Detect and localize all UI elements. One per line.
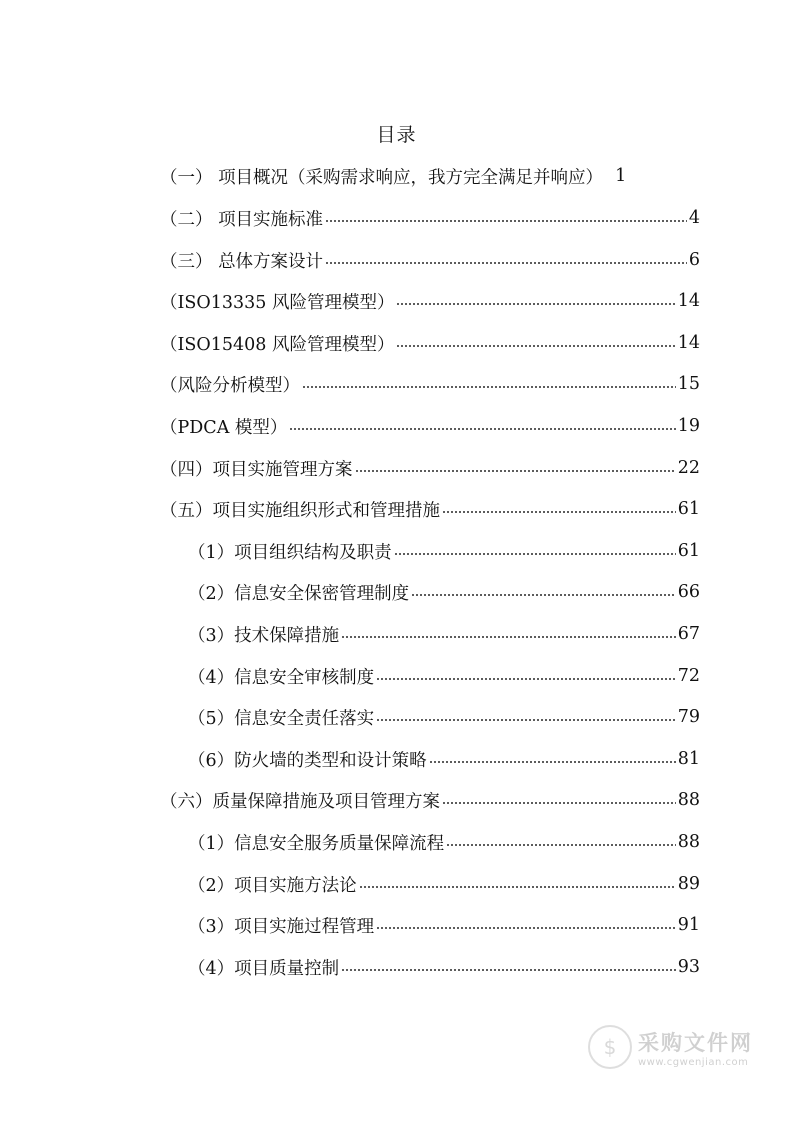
toc-entry[interactable]	[160, 282, 700, 320]
watermark-text	[638, 1027, 753, 1068]
toc-entry[interactable]	[188, 823, 700, 861]
toc-title: 目录	[376, 124, 417, 146]
watermark	[588, 1025, 753, 1069]
toc-entry[interactable]	[160, 157, 700, 195]
toc-entry-label: （2）信息安全保密管理制度	[188, 583, 410, 604]
toc-entry-page: 4	[688, 208, 700, 228]
toc-entry-page: 61	[677, 499, 700, 519]
toc-entry-page: 61	[677, 541, 700, 561]
toc-entry-page: 19	[677, 416, 700, 436]
toc-leader	[376, 671, 676, 681]
toc-leader	[446, 837, 676, 847]
toc-leader	[325, 255, 687, 265]
toc-leader	[442, 795, 676, 805]
toc-entry-page: 67	[677, 624, 700, 644]
toc-entry[interactable]	[160, 324, 700, 362]
toc-entry-label: （一） 项目概况（采购需求响应，我方完全满足并响应）	[160, 167, 604, 188]
toc-entry[interactable]	[188, 573, 700, 611]
toc-leader	[394, 546, 676, 556]
toc-leader	[325, 213, 687, 223]
toc-entry-page: 22	[677, 458, 700, 478]
toc-entry-label: （4）信息安全审核制度	[188, 667, 375, 688]
toc-leader	[376, 712, 676, 722]
toc-entry[interactable]	[160, 449, 700, 487]
toc-entry-page: 88	[677, 790, 700, 810]
toc-entry-label: （2）项目实施方法论	[188, 875, 357, 896]
toc-entry[interactable]	[160, 490, 700, 528]
toc-entry-label: （四）项目实施管理方案	[160, 459, 353, 480]
toc-entry-label: （ISO13335 风险管理模型）	[160, 292, 395, 313]
toc-entry-page: 1	[615, 166, 627, 186]
toc-entry-label: （三） 总体方案设计	[160, 251, 324, 272]
toc-entry-page: 89	[677, 874, 700, 894]
toc-entry-page: 66	[677, 582, 700, 602]
toc-entry[interactable]	[188, 532, 700, 570]
toc-entry-page: 6	[688, 250, 700, 270]
toc-entry-label: （1）项目组织结构及职责	[188, 542, 392, 563]
toc-entry[interactable]	[160, 241, 700, 279]
toc-entry-page: 79	[677, 707, 700, 727]
toc-entry[interactable]	[160, 199, 700, 237]
toc-entry[interactable]	[160, 365, 700, 403]
toc-entry-label: （风险分析模型）	[160, 375, 300, 396]
toc-entry[interactable]	[188, 948, 700, 986]
toc-leader	[341, 629, 676, 639]
toc-entry-label: （1）信息安全服务质量保障流程	[188, 833, 445, 854]
toc-leader	[605, 171, 613, 181]
toc-entry-page: 81	[677, 749, 700, 769]
watermark-name: 采购文件网	[638, 1030, 753, 1055]
toc-entry[interactable]	[188, 698, 700, 736]
toc-entry[interactable]	[160, 781, 700, 819]
toc-entry-label: （五）项目实施组织形式和管理措施	[160, 500, 440, 521]
watermark-url: www.cgwenjian.com	[638, 1056, 749, 1068]
toc-entry-label: （3）项目实施过程管理	[188, 916, 375, 937]
dollar-seal-icon: $	[588, 1025, 632, 1069]
toc-entry-page: 14	[677, 333, 700, 353]
toc-entry-label: （4）项目质量控制	[188, 958, 340, 979]
toc-leader	[411, 587, 676, 597]
toc-entry[interactable]	[188, 615, 700, 653]
toc-leader	[396, 296, 675, 306]
toc-entry-page: 91	[677, 915, 700, 935]
toc-entry[interactable]	[160, 407, 700, 445]
toc-entry-label: （3）技术保障措施	[188, 625, 340, 646]
toc-leader	[429, 754, 676, 764]
toc-entry[interactable]	[188, 740, 700, 778]
toc-leader	[359, 879, 676, 889]
toc-entry[interactable]	[188, 657, 700, 695]
toc-entry[interactable]	[188, 906, 700, 944]
toc-entry-page: 15	[677, 374, 700, 394]
toc-entry-page: 14	[677, 291, 700, 311]
toc-leader	[442, 504, 676, 514]
toc-entry-label: （PDCA 模型）	[160, 417, 288, 438]
toc-entry-page: 72	[677, 666, 700, 686]
toc-entry-page: 88	[677, 832, 700, 852]
toc-entry-label: （六）质量保障措施及项目管理方案	[160, 791, 440, 812]
toc-entry-label: （5）信息安全责任落实	[188, 708, 375, 729]
toc-entry-label: （二） 项目实施标准	[160, 209, 324, 230]
toc-entry[interactable]	[188, 865, 700, 903]
toc-entry-label: （6）防火墙的类型和设计策略	[188, 750, 427, 771]
toc-entry-label: （ISO15408 风险管理模型）	[160, 334, 395, 355]
toc-leader	[341, 962, 676, 972]
toc-leader	[376, 920, 676, 930]
toc-leader	[355, 463, 676, 473]
toc-leader	[396, 338, 675, 348]
toc-leader	[302, 379, 676, 389]
toc-leader	[289, 421, 675, 431]
toc-entry-page: 93	[677, 957, 700, 977]
